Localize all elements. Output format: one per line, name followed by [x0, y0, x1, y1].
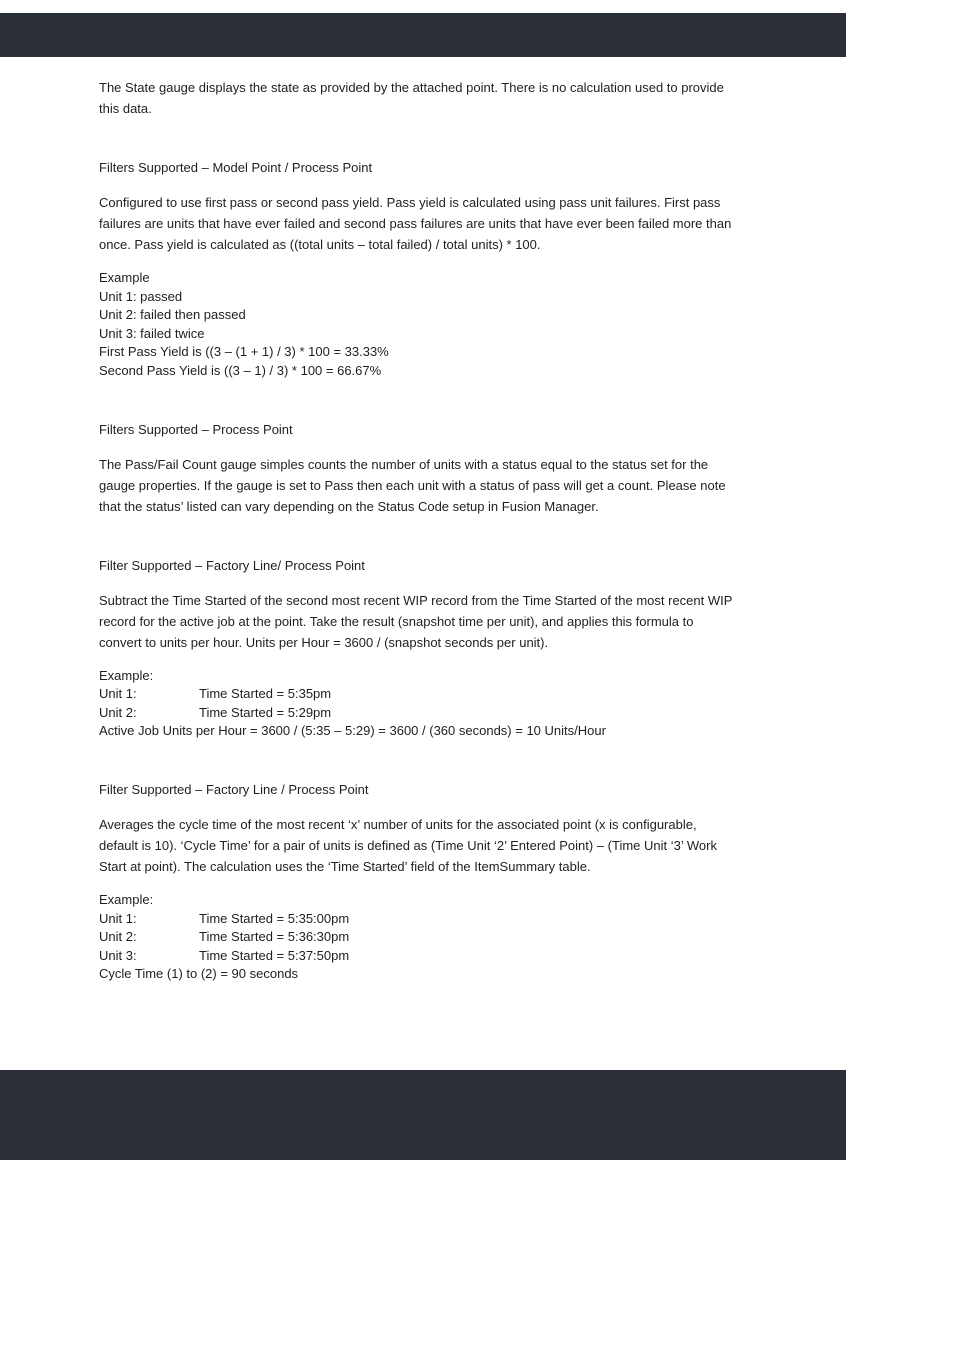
- header-band: [0, 13, 846, 57]
- example-result: Cycle Time (1) to (2) = 90 seconds: [99, 966, 299, 982]
- units-per-hour-description: Subtract the Time Started of the second most recent WIP record from the Time Started of the most recent WIP record for the active job at the point. Take the result (snapshot time per unit), and applies this formula to convert to units per hour. Units per Hour = 3600 / (snapshot seconds per unit).: [99, 592, 733, 650]
- example-unit-label: Unit 2:: [99, 704, 137, 720]
- example-row: [99, 910, 739, 929]
- example-row: [99, 685, 739, 704]
- cycle-time-description: Averages the cycle time of the most recent ‘x’ number of units for the associated point (x is configurable, default is 10). ‘Cycle Time’ for a pair of units is defined as (Time Unit ‘2’ Entered Point) – (Time Unit ‘3’ Work Start at point). The calculation uses the ‘Time Started’ field of the ItemSummary table.: [99, 816, 717, 874]
- cycle-time-filters-heading: Filter Supported – Factory Line / Process Point: [99, 781, 369, 797]
- pass-yield-description: Configured to use first pass or second pass yield. Pass yield is calculated using pass unit failures. First pass failures are units that have ever failed and second pass failures are units that have ever been failed more than once. Pass yield is calculated as ((total units – total failed) / total units) * 100.: [99, 195, 732, 252]
- example-unit-value: Time Started = 5:37:50pm: [199, 947, 350, 963]
- example-line: Example: [99, 270, 150, 285]
- example-unit-value: Time Started = 5:29pm: [199, 704, 332, 720]
- example-unit-label: Unit 1:: [99, 910, 137, 926]
- example-unit-value: Time Started = 5:35:00pm: [199, 910, 350, 926]
- example-line: Unit 3: failed twice: [99, 325, 205, 341]
- pass-fail-description: The Pass/Fail Count gauge simples counts the number of units with a status equal to the status set for the gauge properties. If the gauge is set to Pass then each unit with a status of pass will get a count. Please note that the status’ listed can vary depending on the Status Code setup in Fusion Manager.: [99, 456, 726, 514]
- example-title: Example:: [99, 891, 154, 907]
- example-unit-label: Unit 2:: [99, 929, 137, 945]
- example-line: First Pass Yield is ((3 – (1 + 1) / 3) * 100 = 33.33%: [99, 344, 389, 360]
- units-per-hour-example: [99, 667, 739, 741]
- example-line: Unit 2: failed then passed: [99, 307, 246, 323]
- cycle-time-example: [99, 891, 739, 984]
- example-line: Unit 1: passed: [99, 288, 183, 304]
- example-result: Active Job Units per Hour = 3600 / (5:35 – 5:29) = 3600 / (360 seconds) = 10 Units/Hour: [99, 723, 606, 739]
- example-row: [99, 928, 739, 947]
- example-unit-value: Time Started = 5:35pm: [199, 686, 332, 702]
- pass-yield-filters-heading: Filters Supported – Model Point / Process Point: [99, 160, 373, 175]
- state-gauge-description: The State gauge displays the state as provided by the attached point. There is no calculation used to provide this data.: [99, 80, 724, 116]
- pass-yield-example: [99, 269, 739, 381]
- pass-fail-filters-heading: Filters Supported – Process Point: [99, 421, 293, 437]
- example-row: [99, 947, 739, 966]
- example-unit-value: Time Started = 5:36:30pm: [199, 929, 350, 945]
- example-line: Second Pass Yield is ((3 – 1) / 3) * 100 = 66.67%: [99, 362, 382, 378]
- example-unit-label: Unit 1:: [99, 686, 137, 702]
- footer-band: [0, 1070, 846, 1160]
- example-unit-label: Unit 3:: [99, 947, 137, 963]
- example-title: Example:: [99, 667, 154, 683]
- example-row: [99, 704, 739, 723]
- document-body: [99, 77, 739, 998]
- units-per-hour-filters-heading: Filter Supported – Factory Line/ Process Point: [99, 557, 365, 573]
